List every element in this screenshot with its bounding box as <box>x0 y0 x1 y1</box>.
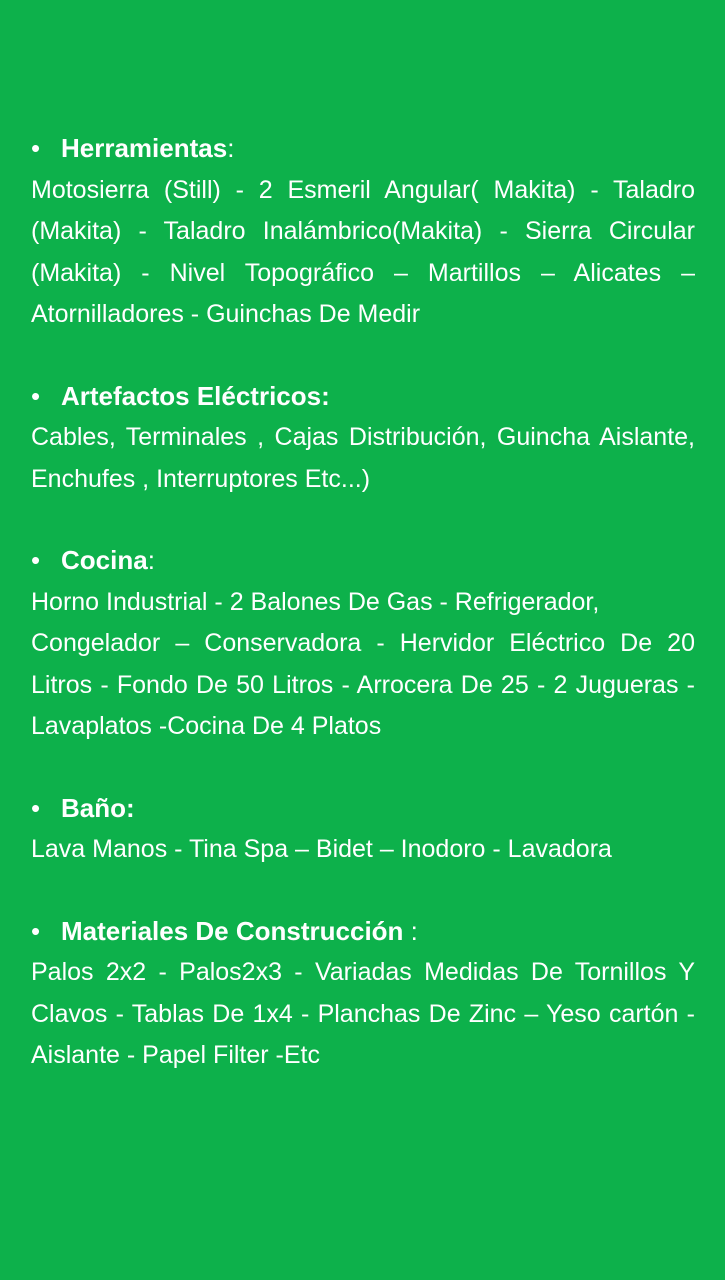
section-description: Horno Industrial - 2 Balones De Gas - Refrigerador, <box>31 587 600 616</box>
section-heading <box>31 911 695 953</box>
bullet-icon: • <box>31 545 41 575</box>
section-description: Congelador – Conservadora - Hervidor Eléctrico De 20 Litros - Fondo De 50 Litros - Arrocera De 25 - 2 Jugueras - Lavaplatos -Cocina De 4 Platos <box>31 629 695 740</box>
section-title: Baño: <box>61 792 135 823</box>
section-title-suffix: : <box>227 133 235 163</box>
section-heading <box>31 540 695 582</box>
content-area <box>31 128 695 1117</box>
section-title: Artefactos Eléctricos: <box>61 380 330 411</box>
section-cocina <box>31 540 695 748</box>
section-description: Motosierra (Still) - 2 Esmeril Angular( Makita) - Taladro (Makita) - Taladro Inalámbrico(Makita) - Sierra Circular (Makita) - Nivel Topográfico – Martillos – Alicates –Atornilladores - Guinchas De Medir <box>31 175 695 328</box>
section-title: Cocina <box>61 545 148 575</box>
section-title: Herramientas <box>61 133 228 163</box>
bullet-icon: • <box>31 380 41 411</box>
bullet-icon: • <box>31 915 41 946</box>
section-description: Lava Manos - Tina Spa – Bidet – Inodoro - Lavadora <box>31 835 612 863</box>
section-materiales-construccion <box>31 911 695 1077</box>
section-herramientas <box>31 128 695 336</box>
section-title-suffix: : <box>147 545 155 575</box>
section-description: Palos 2x2 - Palos2x3 - Variadas Medidas De Tornillos Y Clavos - Tablas De 1x4 - Planchas De Zinc – Yeso cartón - Aislante - Papel Filter -Etc <box>31 958 695 1069</box>
section-artefactos-electricos <box>31 376 695 501</box>
section-title-suffix: : <box>403 915 418 946</box>
section-heading <box>31 788 695 830</box>
section-description: Cables, Terminales , Cajas Distribución, Guincha Aislante, Enchufes , Interruptores Etc...) <box>31 423 695 493</box>
section-title: Materiales De Construcción <box>61 915 404 946</box>
section-bano <box>31 788 695 871</box>
bullet-icon: • <box>31 792 41 823</box>
bullet-icon: • <box>31 133 41 163</box>
section-heading <box>31 128 695 170</box>
section-heading <box>31 376 695 418</box>
